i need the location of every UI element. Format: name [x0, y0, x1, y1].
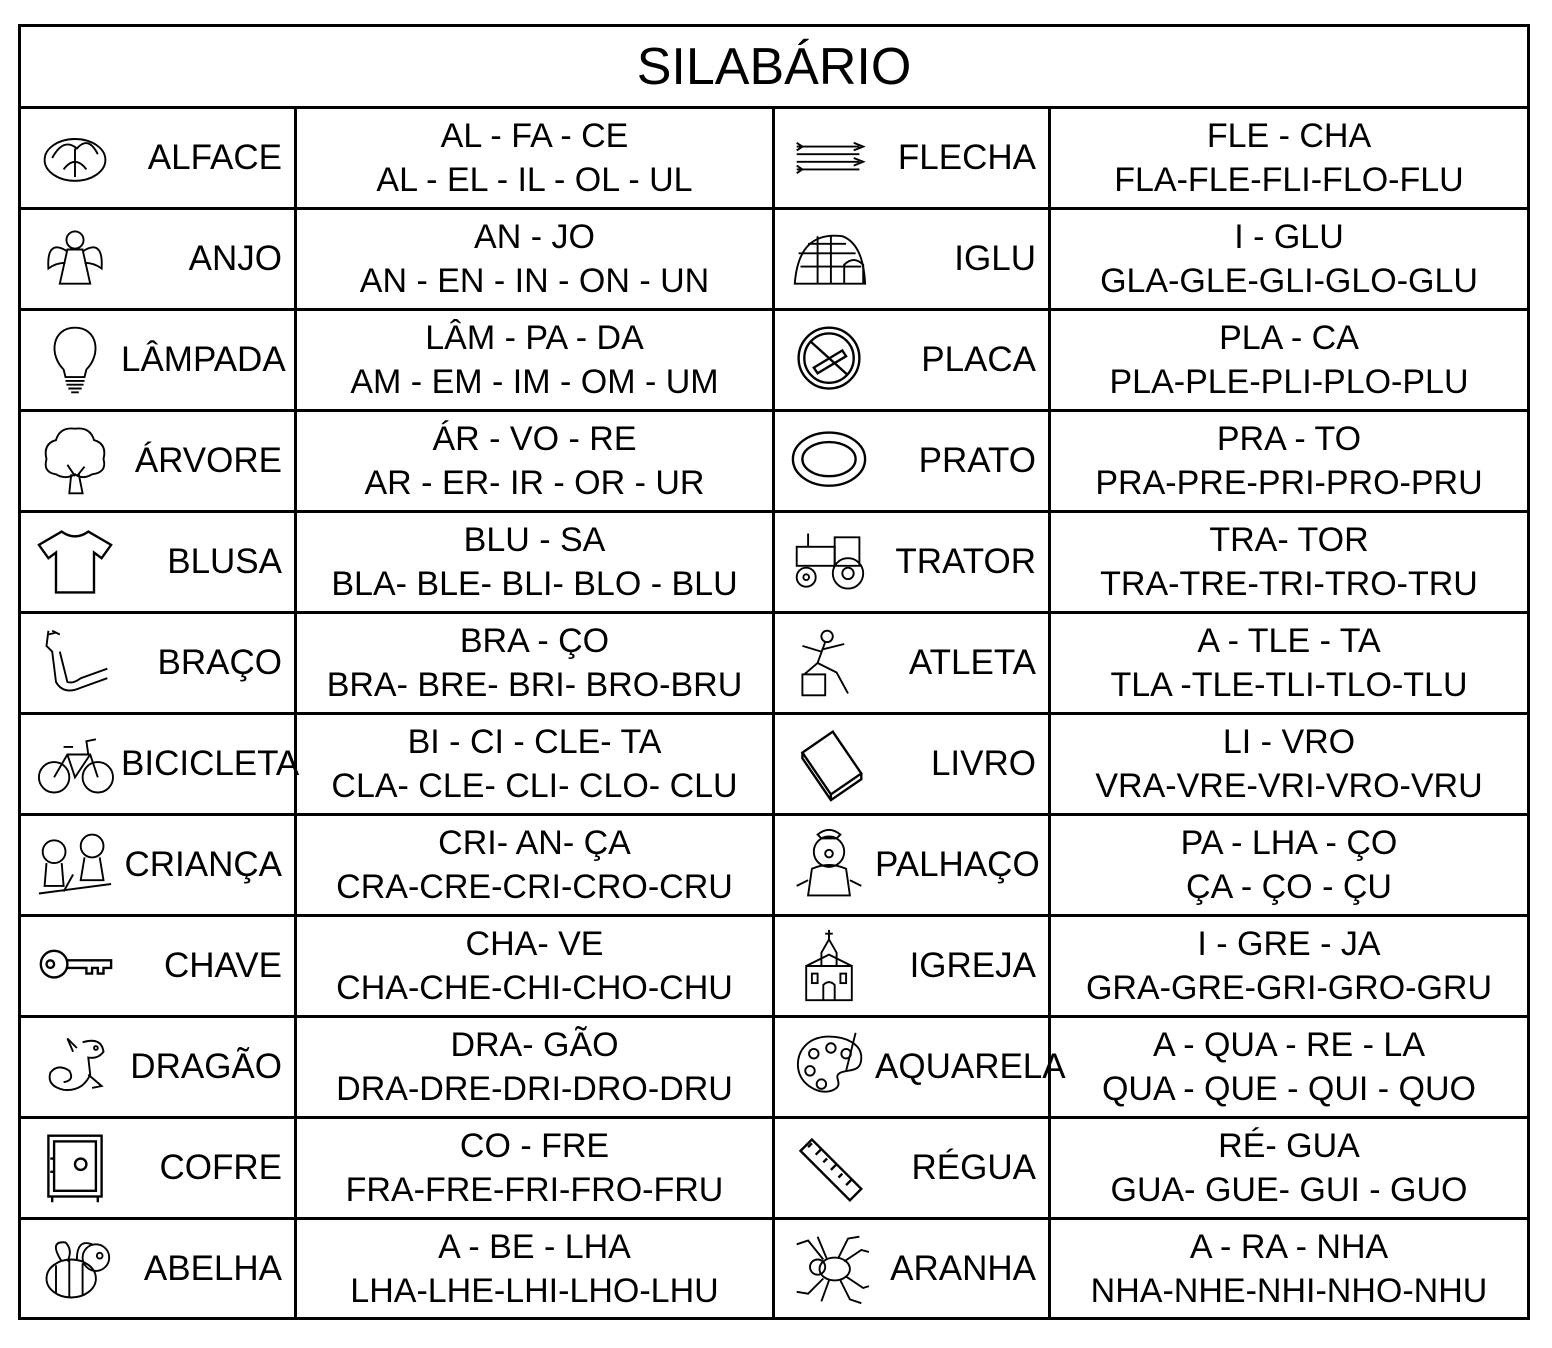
syllable-split: TRA- TOR [1209, 521, 1369, 559]
t-shirt-icon [29, 522, 121, 602]
bee-icon [29, 1229, 121, 1309]
syllable-family: PRA-PRE-PRI-PRO-PRU [1095, 464, 1483, 502]
spider-icon [783, 1229, 875, 1309]
syllables-cell [297, 1220, 775, 1318]
bicycle-icon [29, 724, 121, 804]
word-label: DRAGÃO [130, 1047, 282, 1086]
table-row [21, 1220, 1527, 1318]
word-cell [21, 210, 297, 308]
word-cell [775, 1220, 1051, 1318]
word-label: LIVRO [930, 744, 1036, 783]
syllable-split: I - GLU [1234, 218, 1344, 256]
syllable-family: AN - EN - IN - ON - UN [359, 262, 710, 300]
syllable-split: LÂM - PA - DA [425, 319, 644, 357]
word-label: ARANHA [890, 1249, 1036, 1288]
word-cell [21, 311, 297, 409]
word-cell [775, 210, 1051, 308]
word-cell [21, 412, 297, 510]
table-row [21, 210, 1527, 311]
arrows-icon [783, 118, 875, 198]
syllable-split: BLU - SA [463, 521, 606, 559]
syllable-family: TLA -TLE-TLI-TLO-TLU [1110, 666, 1468, 704]
word-label: ANJO [188, 239, 282, 278]
syllable-split: BI - CI - CLE- TA [407, 723, 662, 761]
syllable-family: GRA-GRE-GRI-GRO-GRU [1085, 969, 1493, 1007]
syllable-family: LHA-LHE-LHI-LHO-LHU [350, 1272, 719, 1310]
syllables-cell [1051, 715, 1527, 813]
word-cell [21, 816, 297, 914]
paint-palette-icon [783, 1027, 875, 1107]
word-label: LÂMPADA [121, 340, 286, 379]
children-icon [29, 825, 121, 905]
word-label: CRIANÇA [124, 845, 282, 884]
word-label: PLACA [921, 340, 1036, 379]
syllable-split: CO - FRE [459, 1127, 610, 1165]
syllable-family: CRA-CRE-CRI-CRO-CRU [336, 868, 733, 906]
lettuce-icon [29, 118, 121, 198]
syllables-cell [297, 1018, 775, 1116]
igloo-icon [783, 219, 875, 299]
athlete-icon [783, 623, 875, 703]
word-cell [775, 816, 1051, 914]
syllable-family: VRA-VRE-VRI-VRO-VRU [1095, 767, 1483, 805]
syllable-split: AN - JO [474, 218, 595, 256]
word-label: FLECHA [897, 138, 1036, 177]
syllables-cell [1051, 614, 1527, 712]
syllable-split: FLE - CHA [1206, 117, 1372, 155]
arm-icon [29, 623, 121, 703]
word-label: BRAÇO [157, 643, 282, 682]
word-label: RÉGUA [911, 1148, 1036, 1187]
word-cell [21, 513, 297, 611]
word-label: BLUSA [167, 542, 282, 581]
syllables-cell [297, 513, 775, 611]
syllables-cell [1051, 1220, 1527, 1318]
word-cell [775, 412, 1051, 510]
word-cell [21, 715, 300, 813]
syllable-family: BLA- BLE- BLI- BLO - BLU [331, 565, 738, 603]
syllable-split: A - BE - LHA [438, 1228, 631, 1266]
syllable-split: CHA- VE [465, 925, 604, 963]
syllable-family: NHA-NHE-NHI-NHO-NHU [1090, 1272, 1488, 1310]
safe-icon [29, 1128, 121, 1208]
page-title: SILABÁRIO [21, 27, 1527, 109]
angel-icon [29, 219, 121, 299]
table-row [21, 311, 1527, 412]
word-cell [21, 1119, 297, 1217]
tractor-icon [783, 522, 875, 602]
table-row [21, 1119, 1527, 1220]
word-label: PALHAÇO [875, 845, 1040, 884]
syllable-split: RÉ- GUA [1218, 1127, 1360, 1165]
word-cell [775, 109, 1051, 207]
syllables-cell [1051, 210, 1527, 308]
syllables-cell [1051, 1119, 1527, 1217]
word-cell [775, 311, 1051, 409]
dragon-icon [29, 1027, 121, 1107]
table-row [21, 109, 1527, 210]
syllable-split: CRI- AN- ÇA [438, 824, 631, 862]
syllables-cell [297, 1119, 775, 1217]
syllable-split: ÁR - VO - RE [432, 420, 637, 458]
word-label: ATLETA [908, 643, 1036, 682]
syllable-split: I - GRE - JA [1197, 925, 1381, 963]
table-row [21, 917, 1527, 1018]
no-smoking-sign-icon [783, 320, 875, 400]
book-icon [783, 724, 875, 804]
syllables-cell [1051, 917, 1527, 1015]
syllable-family: TRA-TRE-TRI-TRO-TRU [1100, 565, 1478, 603]
syllables-cell [297, 917, 775, 1015]
word-label: PRATO [918, 441, 1036, 480]
syllable-family: AL - EL - IL - OL - UL [376, 161, 693, 199]
word-label: BICICLETA [121, 744, 300, 783]
word-cell [775, 715, 1051, 813]
syllable-split: LI - VRO [1222, 723, 1356, 761]
syllable-split: AL - FA - CE [440, 117, 629, 155]
syllable-family: CHA-CHE-CHI-CHO-CHU [336, 969, 733, 1007]
syllables-cell [1051, 1018, 1527, 1116]
syllables-cell [1051, 816, 1527, 914]
table-row [21, 614, 1527, 715]
word-label: CHAVE [164, 946, 282, 985]
syllable-family: PLA-PLE-PLI-PLO-PLU [1109, 363, 1469, 401]
table-row [21, 1018, 1527, 1119]
word-label: IGREJA [909, 946, 1036, 985]
word-cell [775, 513, 1051, 611]
syllable-family: AR - ER- IR - OR - UR [364, 464, 705, 502]
syllables-cell [1051, 513, 1527, 611]
word-cell [21, 1220, 297, 1318]
tree-icon [29, 421, 121, 501]
plate-icon [783, 421, 875, 501]
syllables-cell [1051, 109, 1527, 207]
syllable-family: QUA - QUE - QUI - QUO [1101, 1070, 1477, 1108]
syllable-family: BRA- BRE- BRI- BRO-BRU [326, 666, 743, 704]
word-label: ABELHA [143, 1249, 282, 1288]
syllable-family: FLA-FLE-FLI-FLO-FLU [1114, 161, 1464, 199]
word-cell [21, 917, 297, 1015]
syllables-cell [297, 715, 775, 813]
word-label: AQUARELA [875, 1047, 1066, 1086]
syllable-split: A - RA - NHA [1189, 1228, 1389, 1266]
table-row [21, 513, 1527, 614]
syllables-cell [1051, 412, 1527, 510]
syllable-split: PRA - TO [1216, 420, 1362, 458]
ruler-icon [783, 1128, 875, 1208]
word-label: ALFACE [147, 138, 282, 177]
syllable-split: DRA- GÃO [450, 1026, 619, 1064]
syllable-split: PLA - CA [1219, 319, 1359, 357]
word-cell [775, 1119, 1051, 1217]
syllable-split: PA - LHA - ÇO [1180, 824, 1398, 862]
syllabary-table [18, 24, 1530, 1320]
syllables-cell [297, 614, 775, 712]
table-row [21, 715, 1527, 816]
word-cell [21, 614, 297, 712]
syllable-family: ÇA - ÇO - ÇU [1186, 868, 1392, 906]
word-cell [775, 917, 1051, 1015]
syllable-family: DRA-DRE-DRI-DRO-DRU [336, 1070, 733, 1108]
syllable-family: CLA- CLE- CLI- CLO- CLU [331, 767, 738, 805]
word-label: COFRE [159, 1148, 282, 1187]
syllable-family: AM - EM - IM - OM - UM [350, 363, 719, 401]
clown-icon [783, 825, 875, 905]
key-icon [29, 926, 121, 1006]
table-row [21, 816, 1527, 917]
word-label: IGLU [954, 239, 1036, 278]
church-icon [783, 926, 875, 1006]
syllables-cell [297, 816, 775, 914]
word-cell [21, 109, 297, 207]
word-label: ÁRVORE [134, 441, 282, 480]
syllable-split: A - QUA - RE - LA [1152, 1026, 1426, 1064]
light-bulb-icon [29, 320, 121, 400]
table-row [21, 412, 1527, 513]
word-cell [21, 1018, 297, 1116]
syllable-family: GLA-GLE-GLI-GLO-GLU [1100, 262, 1478, 300]
syllables-cell [297, 210, 775, 308]
syllable-split: A - TLE - TA [1197, 622, 1381, 660]
syllable-split: BRA - ÇO [459, 622, 610, 660]
word-label: TRATOR [895, 542, 1036, 581]
table-body [21, 109, 1527, 1318]
syllables-cell [297, 311, 775, 409]
syllables-cell [1051, 311, 1527, 409]
syllable-family: GUA- GUE- GUI - GUO [1110, 1171, 1468, 1209]
syllables-cell [297, 412, 775, 510]
word-cell [775, 614, 1051, 712]
word-cell [775, 1018, 1066, 1116]
syllable-family: FRA-FRE-FRI-FRO-FRU [345, 1171, 724, 1209]
syllables-cell [297, 109, 775, 207]
